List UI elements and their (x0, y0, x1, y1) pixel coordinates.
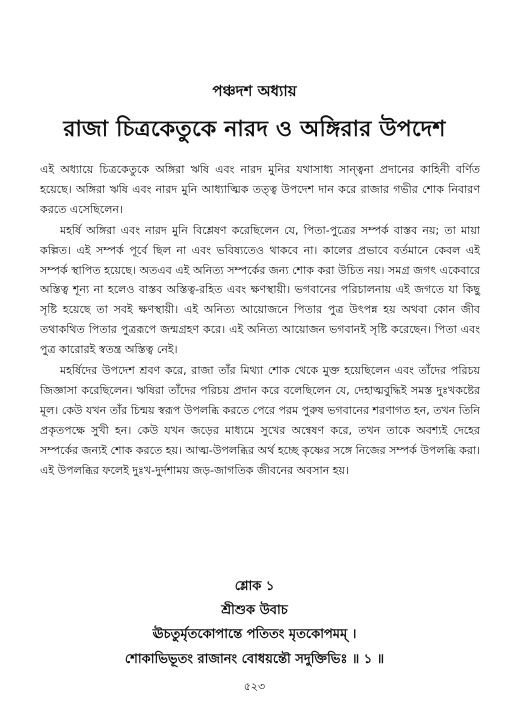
verse-line-2: শোকাভিভূতং রাজানং বোধয়ন্তৌ সদুক্তিভিঃ ॥ ১ ॥ (124, 652, 385, 667)
summary-paragraph-3: মহর্ষিদের উপদেশ শ্রবণ করে, রাজা তাঁর মিথ্যা শোক থেকে মুক্ত হয়েছিলেন এবং তাঁদের পরিচয় জিজ্ঞাসা করেছিলেন। ঋষিরা তাঁদের পরিচয় প্রদান করে বলেছিলেন যে, দেহাত্মবুদ্ধিই সমস্ত দুঃখকষ্টের মূল। কেউ যখন তাঁর চিন্ময় স্বরূপ উপলব্ধি করতে পেরে পরম পুরুষ ভগবানের শরণাগত হন, তখন তিনি প্রকৃতপক্ষে সুখী হন। কেউ যখন জড়ের মাধ্যমে সুখের অন্বেষণ করে, তখন তাকে অবশ্যই দেহের সম্পর্কের জন্যই শোক করতে হয়। আত্ম-উপলব্ধির অর্থ হচ্ছে কৃষ্ণের সঙ্গে নিজের সম্পর্ক উপলব্ধি করা। এই উপলব্ধির ফলেই দুঃখ-দুর্দশাময় জড়-জাগতিক জীবনের অবসান হয়। (40, 364, 480, 477)
chapter-title: রাজা চিত্রকেতুকে নারদ ও অঙ্গিরার উপদেশ (63, 117, 446, 142)
summary-paragraph-2: মহর্ষি অঙ্গিরা এবং নারদ মুনি বিশ্লেষণ করেছিলেন যে, পিতা-পুত্রের সম্পর্ক বাস্তব নয়; তা মায়া কল্পিত। এই সম্পর্ক পূর্বে ছিল না এবং ভবিষ্যতেও থাকবে না। কালের প্রভাবে বর্তমানে কেবল এই সম্পর্ক স্থাপিত হয়েছে। অতএব এই অনিত্য সম্পর্কের জন্য শোক করা উচিত নয়। সমগ্র জগৎ একেবারে অস্তিত্ব শূন্য না হলেও বাস্তব অস্তিত্ব-রহিত এবং ক্ষণস্থায়ী। ভগবানের পরিচালনায় এই জগতে যা কিছু সৃষ্টি হয়েছে তা সবই ক্ষণস্থায়ী। এই অনিত্য আয়োজনে পিতার পুত্র উৎপন্ন হয় অথবা কোন জীব তথাকথিত পিতার পুত্ররূপে জন্মগ্রহণ করে। এই অনিত্য আয়োজন ভগবানই সৃষ্টি করেছেন। পিতা এবং পুত্র কারোরই স্বতন্ত্র অস্তিত্ব নেই। (40, 223, 480, 357)
verse-speaker: শ্রীশুক উবাচ (221, 603, 288, 618)
summary-paragraph-1: এই অধ্যায়ে চিত্রকেতুকে অঙ্গিরা ঋষি এবং নারদ মুনির যথাসাধ্য সান্ত্বনা প্রদানের কাহিনী বর্ণিত হয়েছে। অঙ্গিরা ঋষি এবং নারদ মুনি আধ্যাত্মিক তত্ত্ব উপদেশ দান করে রাজার গভীর শোক নিবারণ করতে এসেছিলেন। (40, 163, 480, 216)
chapter-heading: পঞ্চদশ অধ্যায় (212, 82, 297, 100)
verse-number: শ্লোক ১ (234, 579, 275, 594)
summary-text (40, 160, 480, 482)
verse-line-1: ঊচতুর্মৃতকোপান্তে পতিতং মৃতকোপমম্ । (152, 627, 357, 642)
page-number: ৫২৩ (243, 680, 266, 693)
